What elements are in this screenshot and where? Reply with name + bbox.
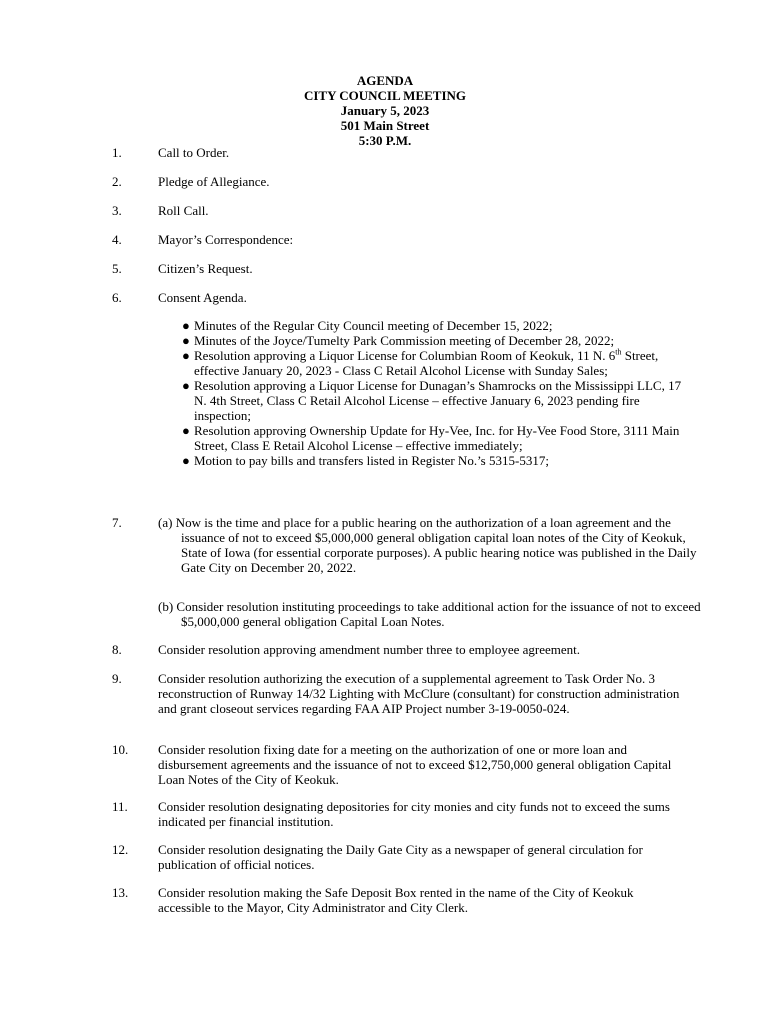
list-item <box>182 378 682 423</box>
item-text: Consider resolution designating depositories for city monies and city funds not to exceed the sums indicated per financial institution. <box>158 799 670 829</box>
item-number: 12. <box>112 842 129 857</box>
header-date: January 5, 2023 <box>340 103 430 118</box>
bullet-icon: ● <box>182 423 190 438</box>
bullet-icon: ● <box>182 318 190 333</box>
list-item <box>182 453 682 468</box>
item-number: 9. <box>112 671 122 686</box>
list-item-text-part: Street, effective January 20, 2023 - Class C Retail Alcohol License with Sunday Sales; <box>194 348 659 378</box>
item-text: Citizen’s Request. <box>158 261 253 276</box>
item-text: Roll Call. <box>158 203 209 218</box>
item-number: 10. <box>112 742 129 757</box>
item-text: Consent Agenda. <box>158 290 247 305</box>
item-text: Call to Order. <box>158 145 230 160</box>
list-item-text-part: Resolution approving a Liquor License for Columbian Room of Keokuk, 11 N. 6 <box>194 348 616 363</box>
item-number: 7. <box>112 515 122 530</box>
item-number: 5. <box>112 261 122 276</box>
list-item <box>182 333 682 348</box>
item-text: Consider resolution making the Safe Deposit Box rented in the name of the City of Keokuk accessible to the Mayor, City Administrator and City Clerk. <box>158 885 634 915</box>
item-number: 6. <box>112 290 122 305</box>
bullet-icon: ● <box>182 348 190 363</box>
item-number: 1. <box>112 145 122 160</box>
item-number: 2. <box>112 174 122 189</box>
item-text: Consider resolution authorizing the execution of a supplemental agreement to Task Order No. 3 reconstruction of Runway 14/32 Lighting with McClure (consultant) for construction administration and grant closeout services regarding FAA AIP Project number 3-19-0050-024. <box>158 671 680 716</box>
list-item-text <box>194 348 658 378</box>
bullet-icon: ● <box>182 333 190 348</box>
list-item <box>182 318 682 333</box>
header-meeting-name: CITY COUNCIL MEETING <box>303 88 467 103</box>
bullet-icon: ● <box>182 453 190 468</box>
item-number: 4. <box>112 232 122 247</box>
item-number: 13. <box>112 885 129 900</box>
item-text-part-a: (a) Now is the time and place for a public hearing on the authorization of a loan agreement and the issuance of not to exceed $5,000,000 general obligation capital loan notes of the City of Keokuk, State of Iowa (for essential corporate purposes). A public hearing notice was published in the Daily Gate City on December 20, 2022. <box>158 515 697 575</box>
list-item-text: Resolution approving Ownership Update for Hy-Vee, Inc. for Hy-Vee Food Store, 3111 Main Street, Class E Retail Alcohol License – effective immediately; <box>194 423 680 453</box>
list-item-text: Minutes of the Joyce/Tumelty Park Commission meeting of December 28, 2022; <box>194 333 615 348</box>
agenda-header <box>0 73 770 148</box>
consent-agenda-list <box>182 318 682 468</box>
header-address: 501 Main Street <box>340 118 430 133</box>
item-text: Consider resolution approving amendment number three to employee agreement. <box>158 642 581 657</box>
list-item-text: Resolution approving a Liquor License for Dunagan’s Shamrocks on the Mississippi LLC, 17 N. 4th Street, Class C Retail Alcohol License – effective January 6, 2023 pending fire inspection; <box>194 378 682 423</box>
item-text: Consider resolution fixing date for a meeting on the authorization of one or more loan and disbursement agreements and the issuance of not to exceed $12,750,000 general obligation Capital Loan Notes of the City of Keokuk. <box>158 742 672 787</box>
bullet-icon: ● <box>182 378 190 393</box>
item-number: 3. <box>112 203 122 218</box>
item-text-part-b: (b) Consider resolution instituting proceedings to take additional action for the issuance of not to exceed $5,000,000 general obligation Capital Loan Notes. <box>158 599 701 629</box>
list-item <box>182 423 682 453</box>
header-title: AGENDA <box>356 73 414 88</box>
item-text: Pledge of Allegiance. <box>158 174 270 189</box>
list-item-text: Motion to pay bills and transfers listed in Register No.’s 5315-5317; <box>194 453 549 468</box>
list-item-text: Minutes of the Regular City Council meeting of December 15, 2022; <box>194 318 553 333</box>
item-number: 8. <box>112 642 122 657</box>
header-time: 5:30 P.M. <box>358 133 412 148</box>
item-text: Consider resolution designating the Daily Gate City as a newspaper of general circulation for publication of official notices. <box>158 842 643 872</box>
list-item <box>182 348 682 378</box>
item-text: Mayor’s Correspondence: <box>158 232 294 247</box>
item-number: 11. <box>112 799 128 814</box>
ordinal-suffix: th <box>615 347 622 357</box>
